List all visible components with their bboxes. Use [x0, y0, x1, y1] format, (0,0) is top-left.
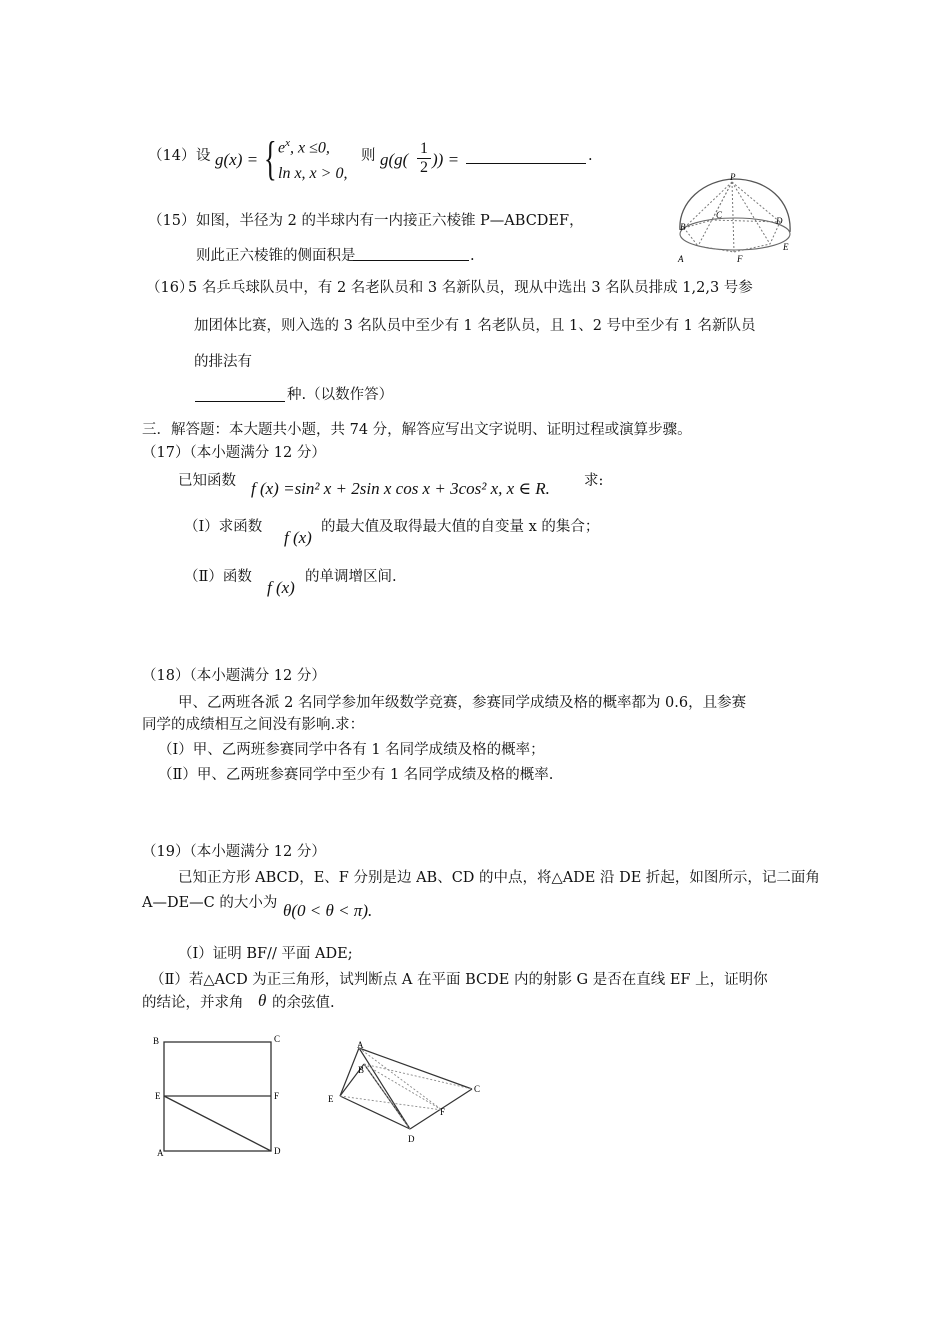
q19-line-1: 已知正方形 ABCD，E、F 分别是边 AB、CD 的中点，将△ADE 沿 DE 折起，如图所示，记二面角 — [178, 870, 820, 886]
fold-label-e: E — [328, 1094, 334, 1104]
hemisphere-figure — [672, 172, 798, 264]
hemisphere-label-a: A — [678, 254, 684, 264]
q19-theta-range: θ(0 < θ < π). — [283, 901, 373, 920]
q18-part-1: （Ⅰ）甲、乙两班参赛同学中各有 1 名同学成绩及格的概率； — [158, 742, 545, 758]
q14-lead: 设 — [196, 148, 211, 164]
hemisphere-label-b: B — [680, 222, 686, 232]
q14-answer-blank[interactable] — [466, 147, 586, 164]
q14-fraction-numerator: 1 — [420, 140, 428, 157]
fold-label-c: C — [474, 1084, 481, 1094]
q14-case2: ln x, x > 0, — [278, 165, 348, 182]
square-label-f: F — [274, 1091, 280, 1101]
q14-brace: { — [264, 132, 277, 185]
q15-answer-blank[interactable] — [353, 244, 469, 261]
square-figure — [150, 1030, 290, 1160]
q19-heading: （19）（本小题满分 12 分） — [142, 844, 326, 860]
hemisphere-base — [680, 218, 790, 250]
q16-answer-blank[interactable] — [195, 385, 285, 402]
q18-line-1: 甲、乙两班各派 2 名同学参加年级数学竞赛，参赛同学成绩及格的概率都为 0.6，且参赛 — [178, 695, 747, 711]
q14-then: 则 — [361, 148, 376, 164]
q16-text-1: 5 名乒乓球队员中，有 2 名老队员和 3 名新队员，现从中选出 3 名队员排成 1,2,3 号参 — [188, 280, 753, 296]
q16-text-3: 的排法有 — [194, 354, 252, 370]
q17-heading: （17）（本小题满分 12 分） — [142, 445, 326, 461]
hemisphere-label-f: F — [737, 254, 743, 264]
q15-text-2: 则此正六棱锥的侧面积是 — [196, 248, 356, 264]
q19-theta: θ — [258, 991, 267, 1010]
q14-case1: $e^x$, x ≤0, — [278, 137, 330, 157]
q19-part-2-end: 的余弦值. — [272, 995, 335, 1011]
q19-line-2: A—DE—C 的大小为 — [142, 895, 278, 911]
q15-text-1: 如图，半径为 2 的半球内有一内接正六棱锥 P—ABCDEF， — [196, 213, 584, 229]
q17-part-2-fx: f (x) — [267, 578, 295, 597]
square-label-a: A — [157, 1148, 164, 1158]
hemisphere-label-p: P — [730, 172, 736, 182]
q18-line-2: 同学的成绩相互之间没有影响.求： — [142, 717, 365, 733]
square-label-d: D — [274, 1146, 281, 1156]
q18-part-2: （Ⅱ）甲、乙两班参赛同学中至少有 1 名同学成绩及格的概率. — [158, 767, 554, 783]
q19-part-2-b: 的结论，并求角 — [142, 995, 244, 1011]
segment-ed — [164, 1096, 271, 1151]
square-label-c: C — [274, 1034, 281, 1044]
q17-part-2-lead: （Ⅱ）函数 — [184, 569, 252, 585]
q16-text-2: 加团体比赛，则入选的 3 名队员中至少有 1 名老队员，且 1、2 号中至少有 1 名新队员 — [194, 318, 756, 334]
q17-formula: f (x) =sin² x + 2sin x cos x + 3cos² x, x ∈ R. — [251, 479, 550, 498]
square-label-e: E — [155, 1091, 161, 1101]
q17-part-1-text: 的最大值及取得最大值的自变量 x 的集合； — [321, 519, 600, 535]
fold-label-d: D — [408, 1134, 415, 1144]
q17-part-1-fx: f (x) — [284, 528, 312, 547]
q17-ask: 求: — [584, 473, 604, 489]
fold-label-a: A — [357, 1040, 364, 1050]
folded-figure — [322, 1040, 492, 1150]
hemisphere-label-e: E — [783, 242, 789, 252]
q14-fraction — [417, 140, 431, 177]
q14-expression-end: )) = — [432, 150, 460, 169]
q17-lead: 已知函数 — [178, 473, 236, 489]
q14-number: （14） — [148, 148, 196, 164]
section-3-heading: 三．解答题：本大题共小题，共 74 分，解答应写出文字说明、证明过程或演算步骤。 — [142, 422, 692, 438]
q19-part-2-a: （Ⅱ）若△ACD 为正三角形，试判断点 A 在平面 BCDE 内的射影 G 是否在直线 EF 上，证明你 — [150, 972, 768, 988]
fold-label-f: F — [440, 1107, 446, 1117]
hemisphere-label-c: C — [716, 210, 723, 220]
q17-part-1-lead: （Ⅰ）求函数 — [184, 519, 263, 535]
fold-label-b: B — [358, 1065, 365, 1075]
q14-period: . — [588, 148, 593, 164]
q15-period: . — [470, 248, 475, 264]
hemisphere-label-d: D — [776, 216, 783, 226]
q15-number: （15） — [148, 213, 196, 229]
q16-text-4: 种.（以数作答） — [287, 387, 394, 403]
q16-number: （16） — [146, 280, 194, 296]
q14-function: g(x) = — [215, 150, 259, 169]
q18-heading: （18）（本小题满分 12 分） — [142, 668, 326, 684]
q14-fraction-denominator: 2 — [417, 158, 431, 177]
q19-part-1: （Ⅰ）证明 BF// 平面 ADE; — [178, 946, 353, 962]
square-label-b: B — [153, 1036, 160, 1046]
q14-expression: g(g( — [380, 150, 409, 169]
q17-part-2-text: 的单调增区间. — [305, 569, 397, 585]
